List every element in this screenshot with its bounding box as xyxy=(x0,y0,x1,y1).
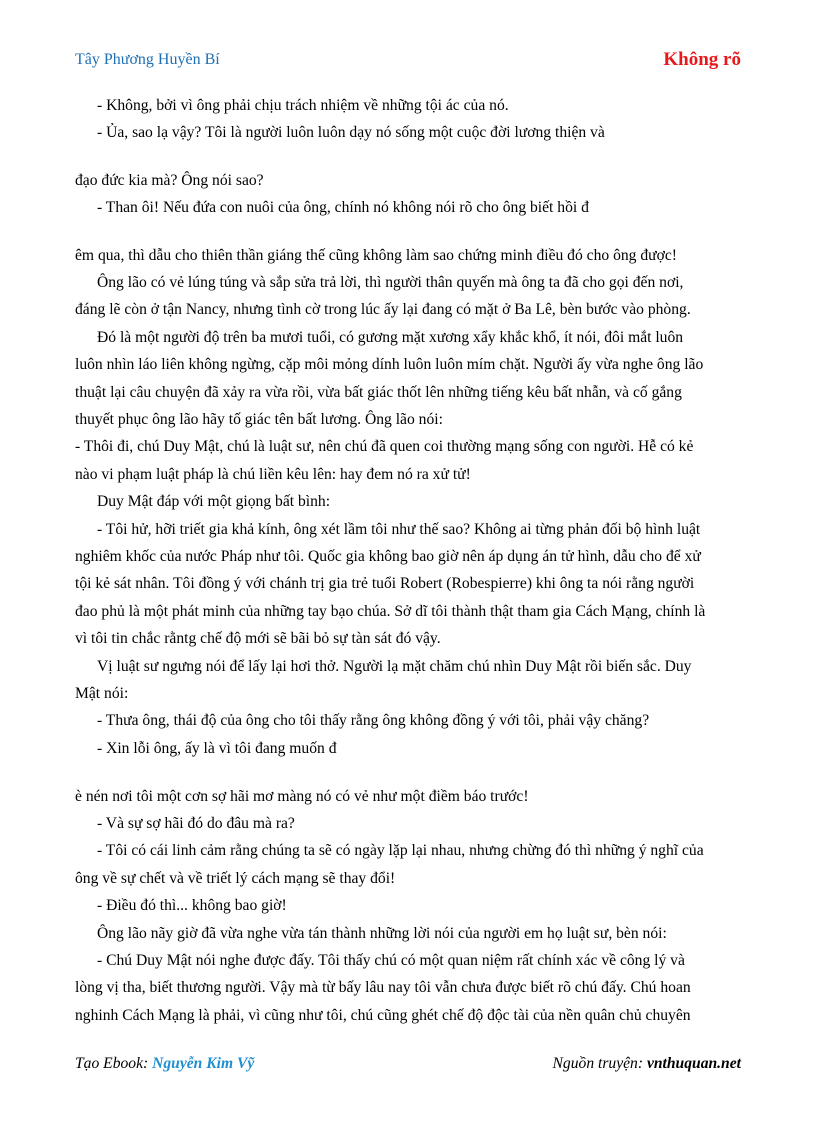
body-line: Mật nói: xyxy=(75,685,129,702)
body-line: Duy Mật đáp với một giọng bất bình: xyxy=(97,493,331,510)
body-line: thuật lại câu chuyện đã xảy ra vừa rồi, vừa bất giác thốt lên những tiếng kêu bất nhẫn, và cố gắng xyxy=(75,384,682,401)
source-site: vnthuquan.net xyxy=(646,1055,741,1072)
body-line: luôn nhìn láo liên không ngừng, cặp môi mỏng dính luôn luôn mím chặt. Người ấy vừa nghe ông lão xyxy=(75,356,704,373)
body-line: - Không, bởi vì ông phải chịu trách nhiệm về những tội ác của nó. xyxy=(97,97,509,114)
ebook-credit: Tạo Ebook: Nguyễn Kim Vỹ xyxy=(75,1055,255,1072)
body-line: Vị luật sư ngưng nói để lấy lại hơi thở. Người lạ mặt chăm chú nhìn Duy Mật rồi biến sắc. Duy xyxy=(97,658,692,675)
body-line: è nén nơi tôi một cơn sợ hãi mơ màng nó có vẻ như một điềm báo trước! xyxy=(75,788,529,805)
body-line: đáng lẽ còn ở tận Nancy, nhưng tình cờ trong lúc ấy lại đang có mặt ở Ba Lê, bèn bước vào phòng. xyxy=(75,301,691,318)
body-line: thuyết phục ông lão hãy tố giác tên bất lương. Ông lão nói: xyxy=(75,411,443,428)
body-line: - Thưa ông, thái độ của ông cho tôi thấy rằng ông không đồng ý với tôi, phải vậy chăng? xyxy=(97,712,650,729)
body-line: nghiêm khốc của nước Pháp như tôi. Quốc gia không bao giờ nên áp dụng án tử hình, dẫu cho để xử xyxy=(75,548,701,565)
body-line: tội kẻ sát nhân. Tôi đồng ý với chánh trị gia trẻ tuổi Robert (Robespierre) khi ông ta nói rằng người xyxy=(75,575,695,592)
body-line: êm qua, thì dẫu cho thiên thần giáng thế cũng không làm sao chứng minh điều đó cho ông được! xyxy=(75,247,677,264)
body-line: Đó là một người độ trên ba mươi tuổi, có gương mặt xương xẩy khắc khổ, ít nói, đôi mắt luôn xyxy=(97,329,684,346)
body-line: - Tôi có cái linh cảm rằng chúng ta sẽ có ngày lặp lại nhau, nhưng chừng đó thì những ý nghĩ của xyxy=(97,842,704,859)
body-line: đạo đức kia mà? Ông nói sao? xyxy=(75,172,264,189)
source-credit: Nguồn truyện: vnthuquan.net xyxy=(552,1055,741,1072)
body-line: Ông lão có vẻ lúng túng và sắp sửa trả lời, thì người thân quyến mà ông ta đã cho gọi đến nơi, xyxy=(97,274,684,291)
book-title: Tây Phương Huyền Bí xyxy=(75,51,220,68)
body-line: - Than ôi! Nếu đứa con nuôi của ông, chính nó không nói rõ cho ông biết hồi đ xyxy=(97,199,589,216)
body-line: - Thôi đi, chú Duy Mật, chú là luật sư, nên chú đã quen coi thường mạng sống con người. Hễ có kẻ xyxy=(75,438,694,455)
body-line: nào vi phạm luật pháp là chú liền kêu lên: hay đem nó ra xử tử! xyxy=(75,466,471,483)
body-line: - Điều đó thì... không bao giờ! xyxy=(97,897,287,914)
author-name: Không rõ xyxy=(663,49,741,70)
body-line: - Tôi hử, hỡi triết gia khả kính, ông xét lầm tôi như thế sao? Không ai từng phản đối bộ hình luật xyxy=(97,521,701,538)
body-line: - Ủa, sao lạ vậy? Tôi là người luôn luôn dạy nó sống một cuộc đời lương thiện và xyxy=(97,124,605,141)
body-line: ông về sự chết và về triết lý cách mạng sẽ thay đổi! xyxy=(75,870,396,887)
body-line: lòng vị tha, biết thương người. Vậy mà từ bấy lâu nay tôi vẫn chưa được biết rõ chú đấy. Chú hoan xyxy=(75,979,691,996)
ebook-label: Tạo Ebook xyxy=(75,1055,144,1072)
source-label: Nguồn truyện xyxy=(552,1055,638,1072)
body-line: nghinh Cách Mạng là phải, vì cũng như tôi, chú cũng ghét chế độ độc tài của nền quân chủ chuyên xyxy=(75,1007,691,1024)
ebook-creator-name: Nguyễn Kim Vỹ xyxy=(152,1055,255,1072)
body-line: vì tôi tin chắc rằntg chế độ mới sẽ bãi bỏ sự tàn sát đó vậy. xyxy=(75,630,441,647)
body-line: - Và sự sợ hãi đó do đâu mà ra? xyxy=(97,815,295,832)
body-line: đao phủ là một phát minh của những tay bạo chúa. Sở dĩ tôi thành thật tham gia Cách Mạng, chính là xyxy=(75,603,706,620)
body-line: Ông lão nãy giờ đã vừa nghe vừa tán thành những lời nói của người em họ luật sư, bèn nói: xyxy=(97,925,667,942)
body-line: - Chú Duy Mật nói nghe được đấy. Tôi thấy chú có một quan niệm rất chính xác về công lý và xyxy=(97,952,685,969)
body-line: - Xin lỗi ông, ấy là vì tôi đang muốn đ xyxy=(97,740,337,757)
